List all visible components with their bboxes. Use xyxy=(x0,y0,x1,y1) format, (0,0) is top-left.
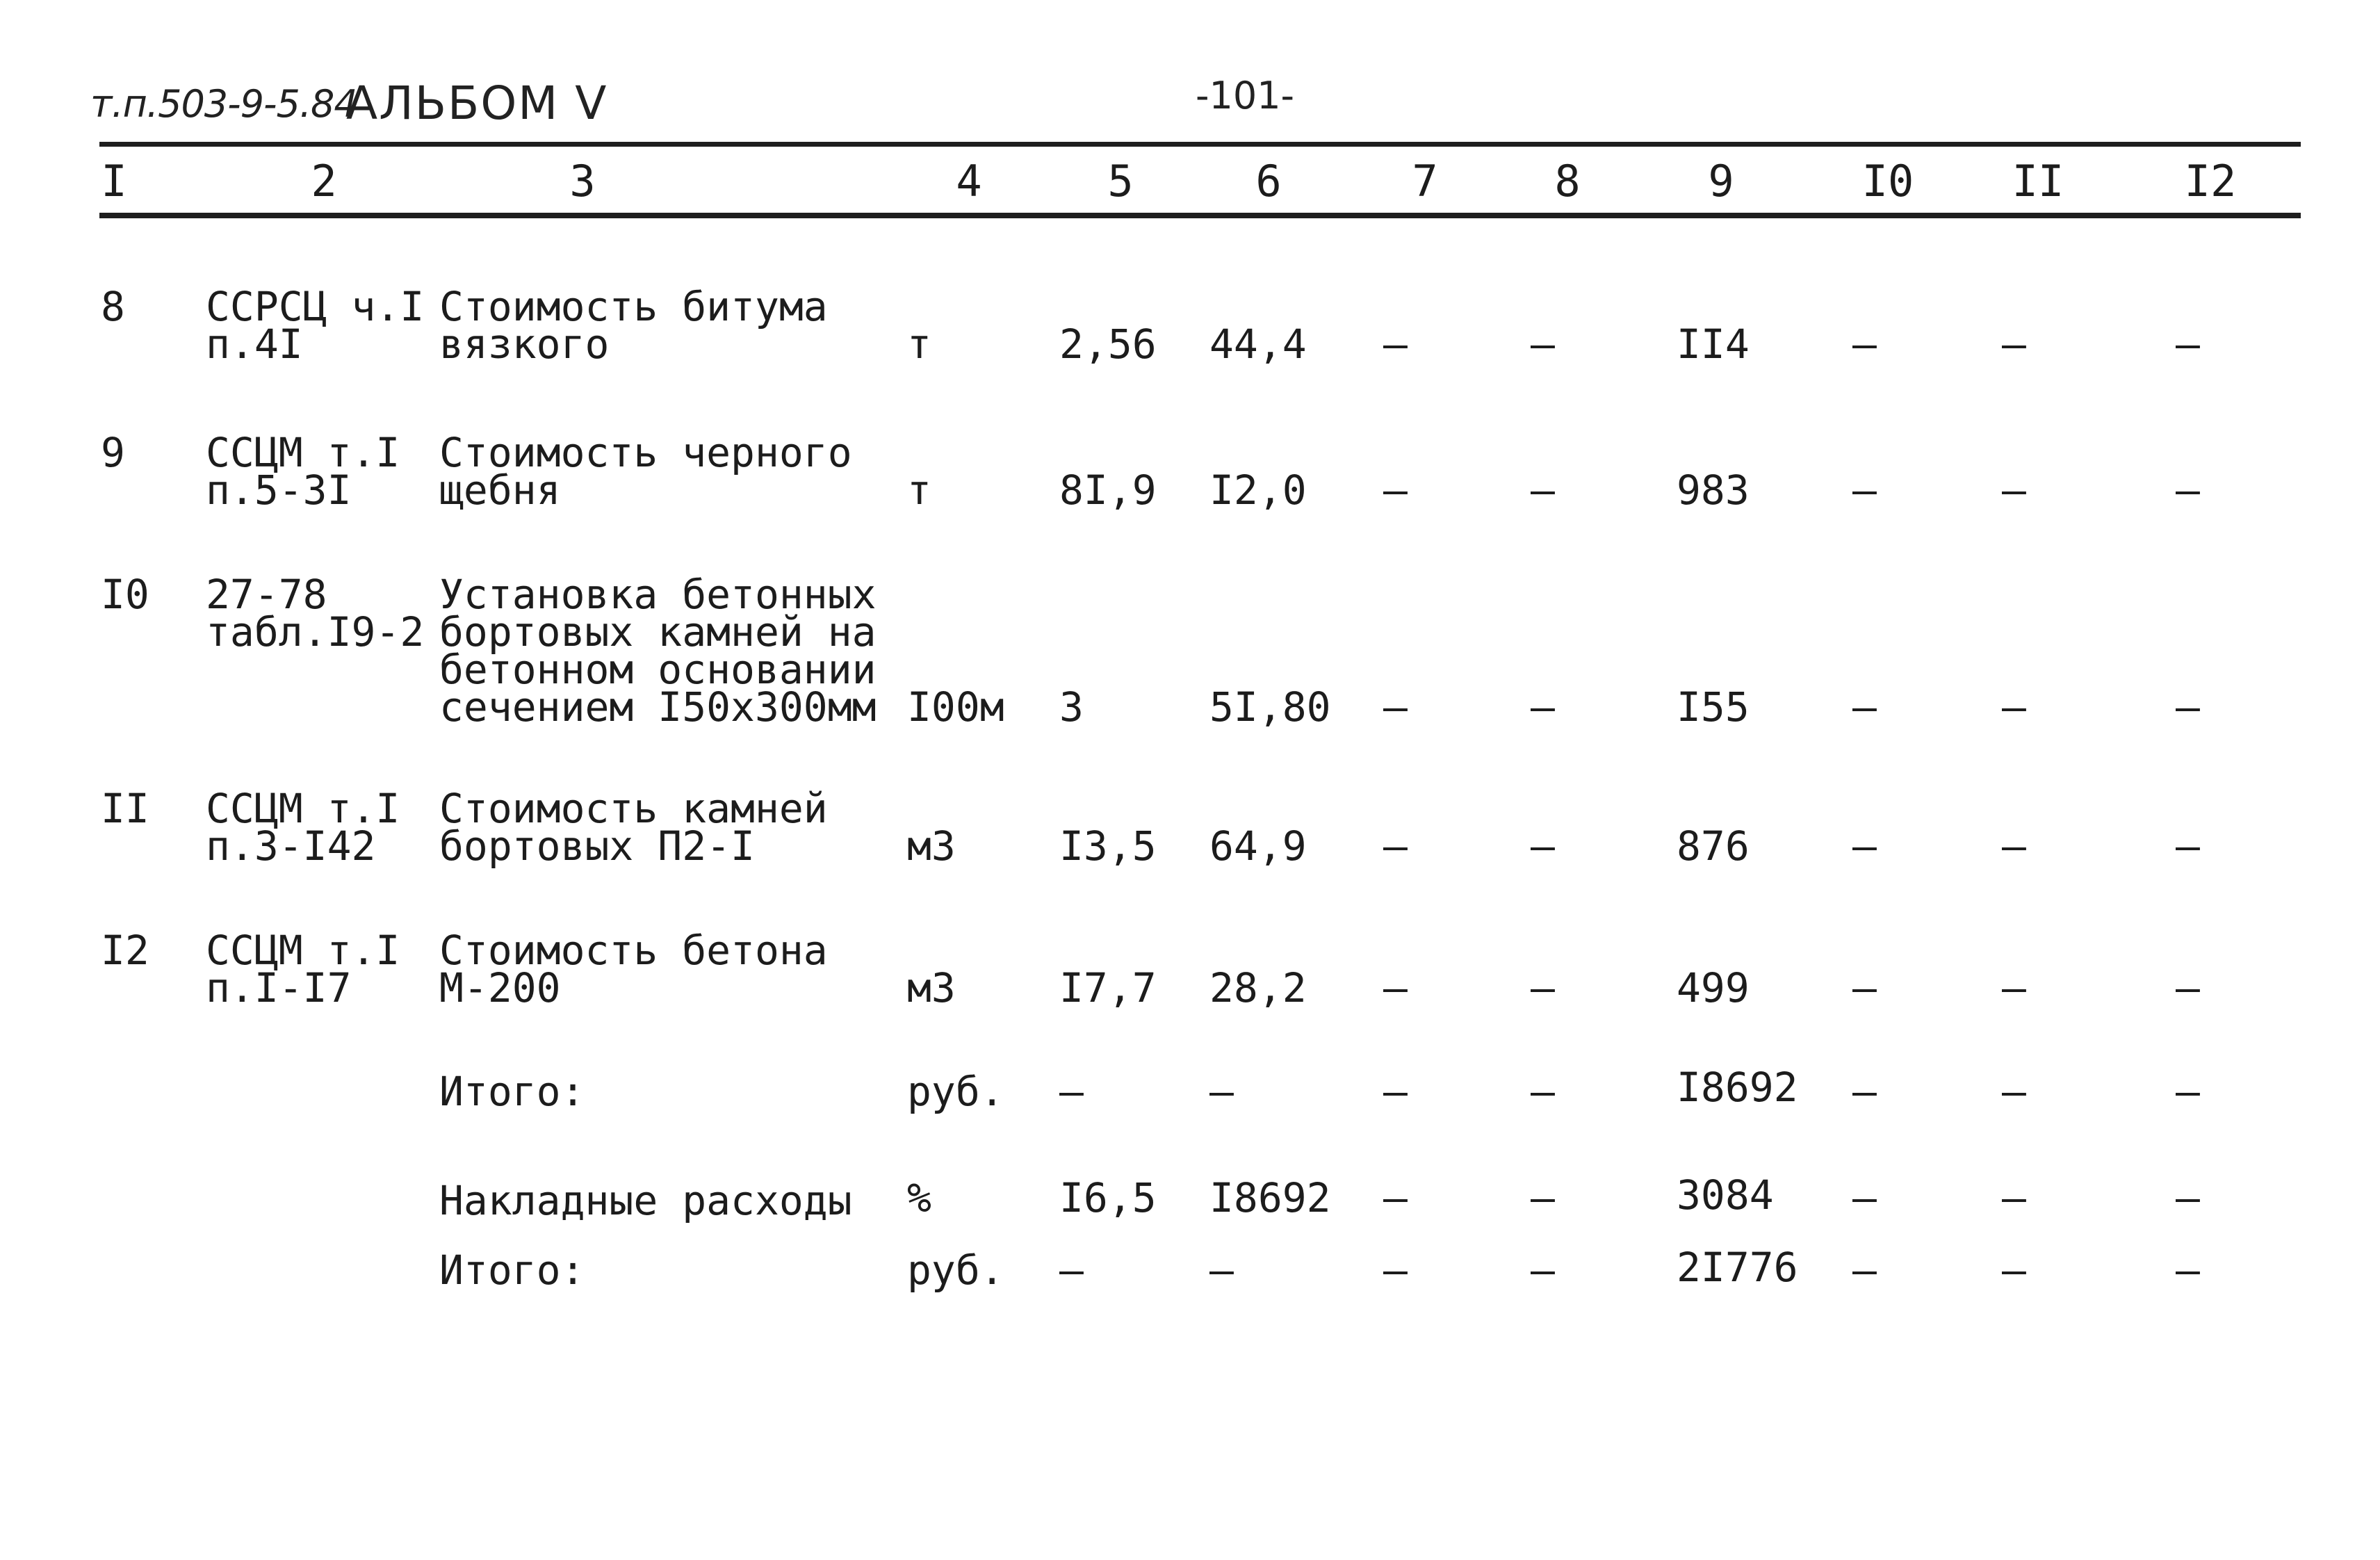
row-price: 44,4 xyxy=(1209,320,1307,368)
row-price: – xyxy=(1209,1246,1234,1294)
row-col12: – xyxy=(2176,1068,2200,1115)
row-description: Стоимость камней бортовых П2-I xyxy=(439,785,828,870)
row-description: Итого: xyxy=(439,1246,585,1294)
row-total: 876 xyxy=(1677,822,1750,870)
row-number: II xyxy=(101,785,149,832)
row-price: 64,9 xyxy=(1209,822,1307,870)
row-col11: – xyxy=(2002,683,2026,731)
column-header-3: 3 xyxy=(569,156,596,206)
row-number: 9 xyxy=(101,429,125,476)
row-col8: – xyxy=(1531,683,1555,731)
row-description: Стоимость битума вязкого xyxy=(439,283,828,368)
row-col8: – xyxy=(1531,1174,1555,1221)
row-col12: – xyxy=(2176,964,2200,1011)
row-description: Накладные расходы xyxy=(439,1177,852,1224)
row-number: I0 xyxy=(101,571,149,618)
row-reference: ССЦМ т.I п.3-I42 xyxy=(206,785,400,870)
row-unit: т xyxy=(907,466,931,514)
row-col8: – xyxy=(1531,320,1555,368)
row-quantity: I7,7 xyxy=(1059,964,1157,1011)
row-price: 5I,80 xyxy=(1209,683,1331,731)
row-price: 28,2 xyxy=(1209,964,1307,1011)
row-total: 983 xyxy=(1677,466,1750,514)
row-col7: – xyxy=(1383,683,1408,731)
row-unit: руб. xyxy=(907,1246,1004,1294)
row-reference: ССРСЦ ч.I п.4I xyxy=(206,283,425,368)
header-bottom-rule xyxy=(99,213,2301,218)
row-col7: – xyxy=(1383,1068,1408,1115)
row-unit: т xyxy=(907,320,931,368)
column-header-6: 6 xyxy=(1255,156,1282,206)
column-header-7: 7 xyxy=(1412,156,1438,206)
row-total: 3084 xyxy=(1677,1171,1774,1219)
row-col11: – xyxy=(2002,320,2026,368)
row-total: I55 xyxy=(1677,683,1750,731)
row-reference: ССЦМ т.I п.I-I7 xyxy=(206,927,400,1011)
row-col10: – xyxy=(1852,320,1877,368)
row-description: Итого: xyxy=(439,1068,585,1115)
row-quantity: – xyxy=(1059,1246,1084,1294)
row-col8: – xyxy=(1531,466,1555,514)
row-quantity: 8I,9 xyxy=(1059,466,1157,514)
row-col7: – xyxy=(1383,320,1408,368)
column-header-8: 8 xyxy=(1554,156,1581,206)
row-quantity: I6,5 xyxy=(1059,1174,1157,1221)
row-col11: – xyxy=(2002,466,2026,514)
row-reference: ССЦМ т.I п.5-3I xyxy=(206,429,400,514)
column-header-11: II xyxy=(2012,156,2064,206)
row-col7: – xyxy=(1383,466,1408,514)
column-header-1: I xyxy=(101,156,127,206)
row-reference: 27-78 табл.I9-2 xyxy=(206,571,425,656)
row-quantity: 2,56 xyxy=(1059,320,1157,368)
column-header-4: 4 xyxy=(956,156,982,206)
column-header-5: 5 xyxy=(1107,156,1134,206)
row-total: II4 xyxy=(1677,320,1750,368)
row-number: 8 xyxy=(101,283,125,330)
row-col7: – xyxy=(1383,822,1408,870)
row-col8: – xyxy=(1531,822,1555,870)
row-col10: – xyxy=(1852,683,1877,731)
row-col12: – xyxy=(2176,320,2200,368)
page-number: -101- xyxy=(1196,74,1295,117)
row-col11: – xyxy=(2002,1246,2026,1294)
header-top-rule xyxy=(99,142,2301,147)
row-col10: – xyxy=(1852,1174,1877,1221)
row-description: Стоимость бетона М-200 xyxy=(439,927,828,1011)
row-col10: – xyxy=(1852,964,1877,1011)
row-quantity: – xyxy=(1059,1068,1084,1115)
row-col12: – xyxy=(2176,1246,2200,1294)
row-col10: – xyxy=(1852,466,1877,514)
column-header-12: I2 xyxy=(2184,156,2237,206)
row-col8: – xyxy=(1531,1246,1555,1294)
row-number: I2 xyxy=(101,927,149,974)
row-col8: – xyxy=(1531,1068,1555,1115)
row-total: 499 xyxy=(1677,964,1750,1011)
column-header-9: 9 xyxy=(1708,156,1734,206)
row-col7: – xyxy=(1383,1246,1408,1294)
document-code: т.п.503-9-5.84 xyxy=(90,82,357,126)
row-col12: – xyxy=(2176,683,2200,731)
row-total: I8692 xyxy=(1677,1064,1798,1111)
row-col7: – xyxy=(1383,964,1408,1011)
row-unit: руб. xyxy=(907,1068,1004,1115)
row-col10: – xyxy=(1852,1246,1877,1294)
row-price: – xyxy=(1209,1068,1234,1115)
row-col11: – xyxy=(2002,1068,2026,1115)
row-col12: – xyxy=(2176,1174,2200,1221)
column-header-10: I0 xyxy=(1861,156,1914,206)
row-col10: – xyxy=(1852,1068,1877,1115)
album-title: АЛЬБОМ V xyxy=(346,76,608,130)
row-unit: % xyxy=(907,1174,931,1221)
column-header-2: 2 xyxy=(311,156,337,206)
row-quantity: 3 xyxy=(1059,683,1084,731)
row-unit: м3 xyxy=(907,822,956,870)
row-unit: I00м xyxy=(907,683,1004,731)
row-price: I2,0 xyxy=(1209,466,1307,514)
row-col7: – xyxy=(1383,1174,1408,1221)
row-col12: – xyxy=(2176,822,2200,870)
row-col11: – xyxy=(2002,964,2026,1011)
row-description: Стоимость черного щебня xyxy=(439,429,852,514)
row-total: 2I776 xyxy=(1677,1244,1798,1291)
row-quantity: I3,5 xyxy=(1059,822,1157,870)
row-unit: м3 xyxy=(907,964,956,1011)
row-col10: – xyxy=(1852,822,1877,870)
row-price: I8692 xyxy=(1209,1174,1331,1221)
row-col8: – xyxy=(1531,964,1555,1011)
row-description: Установка бетонных бортовых камней на бетонном основании сечением I50х300мм xyxy=(439,571,877,731)
row-col11: – xyxy=(2002,822,2026,870)
row-col12: – xyxy=(2176,466,2200,514)
row-col11: – xyxy=(2002,1174,2026,1221)
